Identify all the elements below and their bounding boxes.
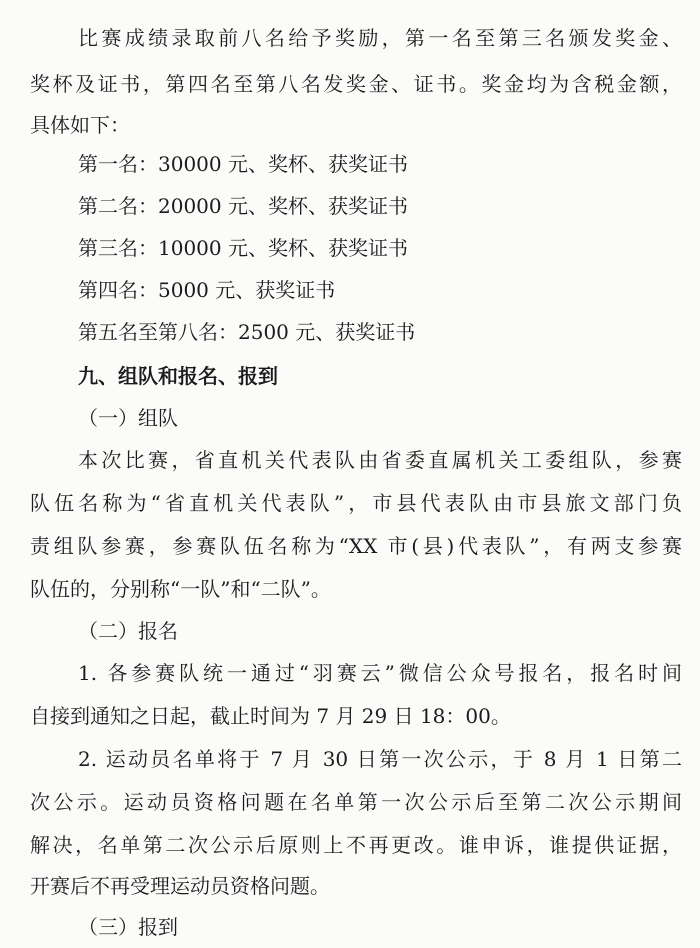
team-paragraph-line-4: 队伍的，分别称“一队”和“二队”。	[30, 577, 331, 601]
award-item-2: 第二名：20000 元、奖杯、获奖证书	[78, 194, 408, 218]
registration-item-1-line-1: 1. 各参赛队统一通过“羽赛云”微信公众号报名，报名时间	[78, 661, 682, 685]
registration-item-2-line-4: 开赛后不再受理运动员资格问题。	[30, 874, 330, 898]
registration-item-1-line-2: 自接到通知之日起，截止时间为 7 月 29 日 18：00。	[30, 704, 511, 728]
team-paragraph-line-3: 责组队参赛，参赛队伍名称为“XX 市(县)代表队”，有两支参赛	[30, 534, 682, 558]
award-item-4: 第四名：5000 元、获奖证书	[78, 278, 336, 302]
subsection-title-registration: （二）报名	[78, 619, 178, 643]
subsection-title-team: （一）组队	[78, 406, 178, 430]
award-item-1: 第一名：30000 元、奖杯、获奖证书	[78, 152, 408, 176]
registration-item-2-line-3: 解决，名单第二次公示后原则上不再更改。谁申诉，谁提供证据，	[30, 833, 682, 857]
award-item-3: 第三名：10000 元、奖杯、获奖证书	[78, 236, 408, 260]
registration-item-2-line-1: 2. 运动员名单将于 7 月 30 日第一次公示，于 8 月 1 日第二	[78, 747, 682, 771]
awards-intro-line-2: 奖杯及证书，第四名至第八名发奖金、证书。奖金均为含税金额，	[30, 72, 682, 96]
team-paragraph-line-1: 本次比赛，省直机关代表队由省委直属机关工委组队，参赛	[78, 448, 682, 472]
award-item-5: 第五名至第八名：2500 元、获奖证书	[78, 320, 416, 344]
subsection-title-check-in: （三）报到	[78, 915, 178, 939]
registration-item-2-line-2: 次公示。运动员资格问题在名单第一次公示后至第二次公示期间	[30, 790, 682, 814]
section-heading: 九、组队和报名、报到	[78, 364, 278, 388]
awards-intro-line-3: 具体如下：	[30, 113, 130, 137]
awards-intro-line-1: 比赛成绩录取前八名给予奖励，第一名至第三名颁发奖金、	[78, 26, 682, 50]
team-paragraph-line-2: 队伍名称为“省直机关代表队”，市县代表队由市县旅文部门负	[30, 491, 682, 515]
